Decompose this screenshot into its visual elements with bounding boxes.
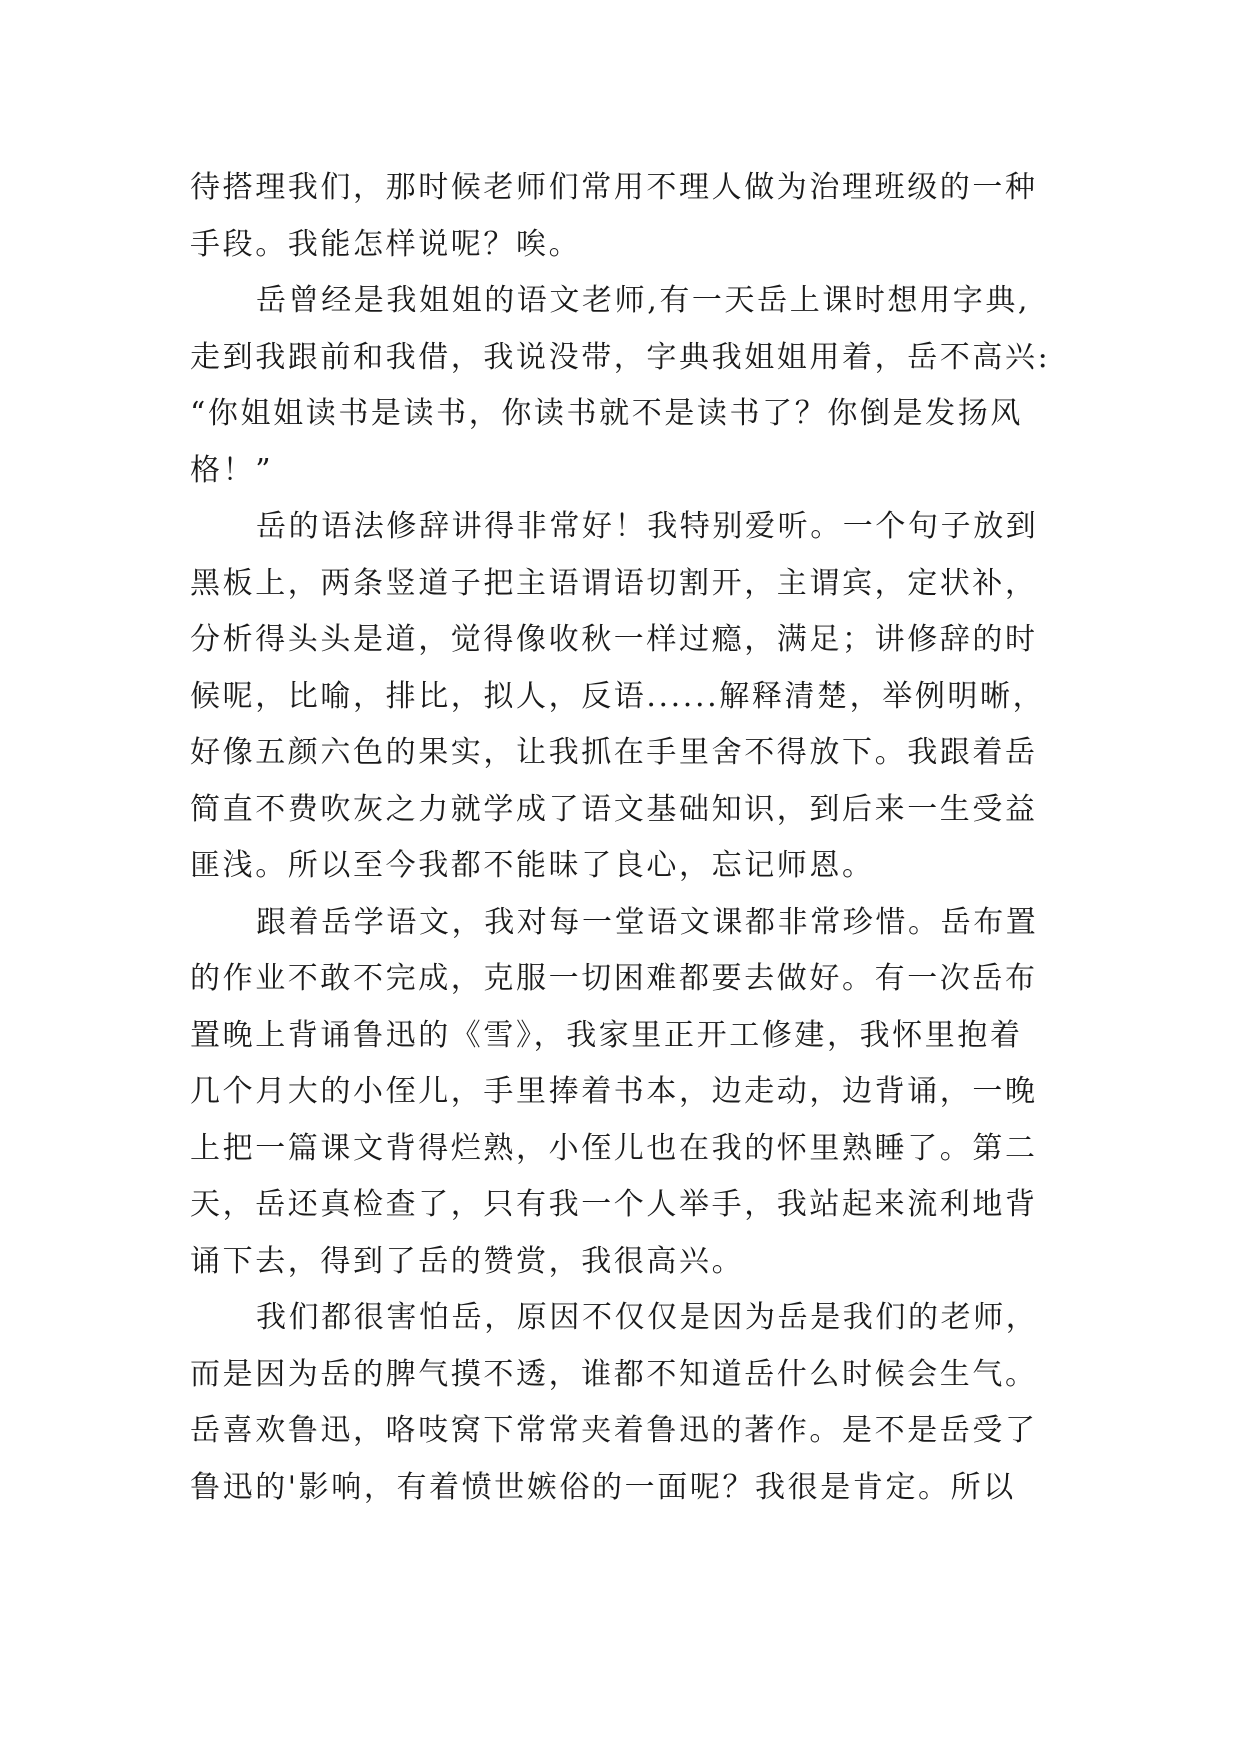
text-line: 置晚上背诵鲁迅的《雪》，我家里正开工修建，我怀里抱着: [190, 1017, 1023, 1053]
text-line: 走到我跟前和我借，我说没带，字典我姐姐用着，岳不高兴:: [190, 339, 1051, 375]
text-line: 候呢，比喻，排比，拟人，反语......解释清楚，举例明晰，: [190, 678, 1046, 714]
text-line: 好像五颜六色的果实，让我抓在手里舍不得放下。我跟着岳: [190, 735, 1038, 770]
text-line: 几个月大的小侄儿，手里捧着书本，边走动，边背诵，一晚: [190, 1074, 1038, 1109]
text-line: 鲁迅的'影响，有着愤世嫉俗的一面呢？我很是肯定。所以: [190, 1469, 1016, 1505]
text-line: 分析得头头是道，觉得像收秋一样过瘾，满足；讲修辞的时: [190, 622, 1038, 657]
body-text: [190, 160, 1070, 1516]
text-line: 待搭理我们，那时候老师们常用不理人做为治理班级的一种: [190, 170, 1038, 205]
text-line: 我们都很害怕岳，原因不仅仅是因为岳是我们的老师，: [256, 1300, 1039, 1335]
text-line: 岳的语法修辞讲得非常好！我特别爱听。一个句子放到: [256, 509, 1039, 544]
text-line: 岳喜欢鲁迅，咯吱窝下常常夹着鲁迅的著作。是不是岳受了: [190, 1413, 1038, 1448]
text-line: “你姐姐读书是读书，你读书就不是读书了？你倒是发扬风: [190, 396, 1023, 431]
text-line: 诵下去，得到了岳的赞赏，我很高兴。: [190, 1243, 745, 1279]
text-line: 格！”: [190, 452, 274, 488]
text-line: 匪浅。所以至今我都不能昧了良心，忘记师恩。: [190, 848, 875, 883]
text-line: 岳曾经是我姐姐的语文老师,有一天岳上课时想用字典,: [256, 283, 1031, 318]
text-line: 天，岳还真检查了，只有我一个人举手，我站起来流利地背: [190, 1187, 1038, 1222]
text-line: 跟着岳学语文，我对每一堂语文课都非常珍惜。岳布置: [256, 904, 1039, 940]
text-line: 的作业不敢不完成，克服一切困难都要去做好。有一次岳布: [190, 961, 1038, 996]
text-line: 上把一篇课文背得烂熟，小侄儿也在我的怀里熟睡了。第二: [190, 1130, 1038, 1166]
text-line: 而是因为岳的脾气摸不透，谁都不知道岳什么时候会生气。: [190, 1356, 1038, 1392]
text-line: 黑板上，两条竖道子把主语谓语切割开，主谓宾，定状补，: [190, 565, 1038, 601]
text-line: 简直不费吹灰之力就学成了语文基础知识，到后来一生受益: [190, 791, 1038, 827]
text-line: 手段。我能怎样说呢？唉。: [190, 226, 582, 262]
